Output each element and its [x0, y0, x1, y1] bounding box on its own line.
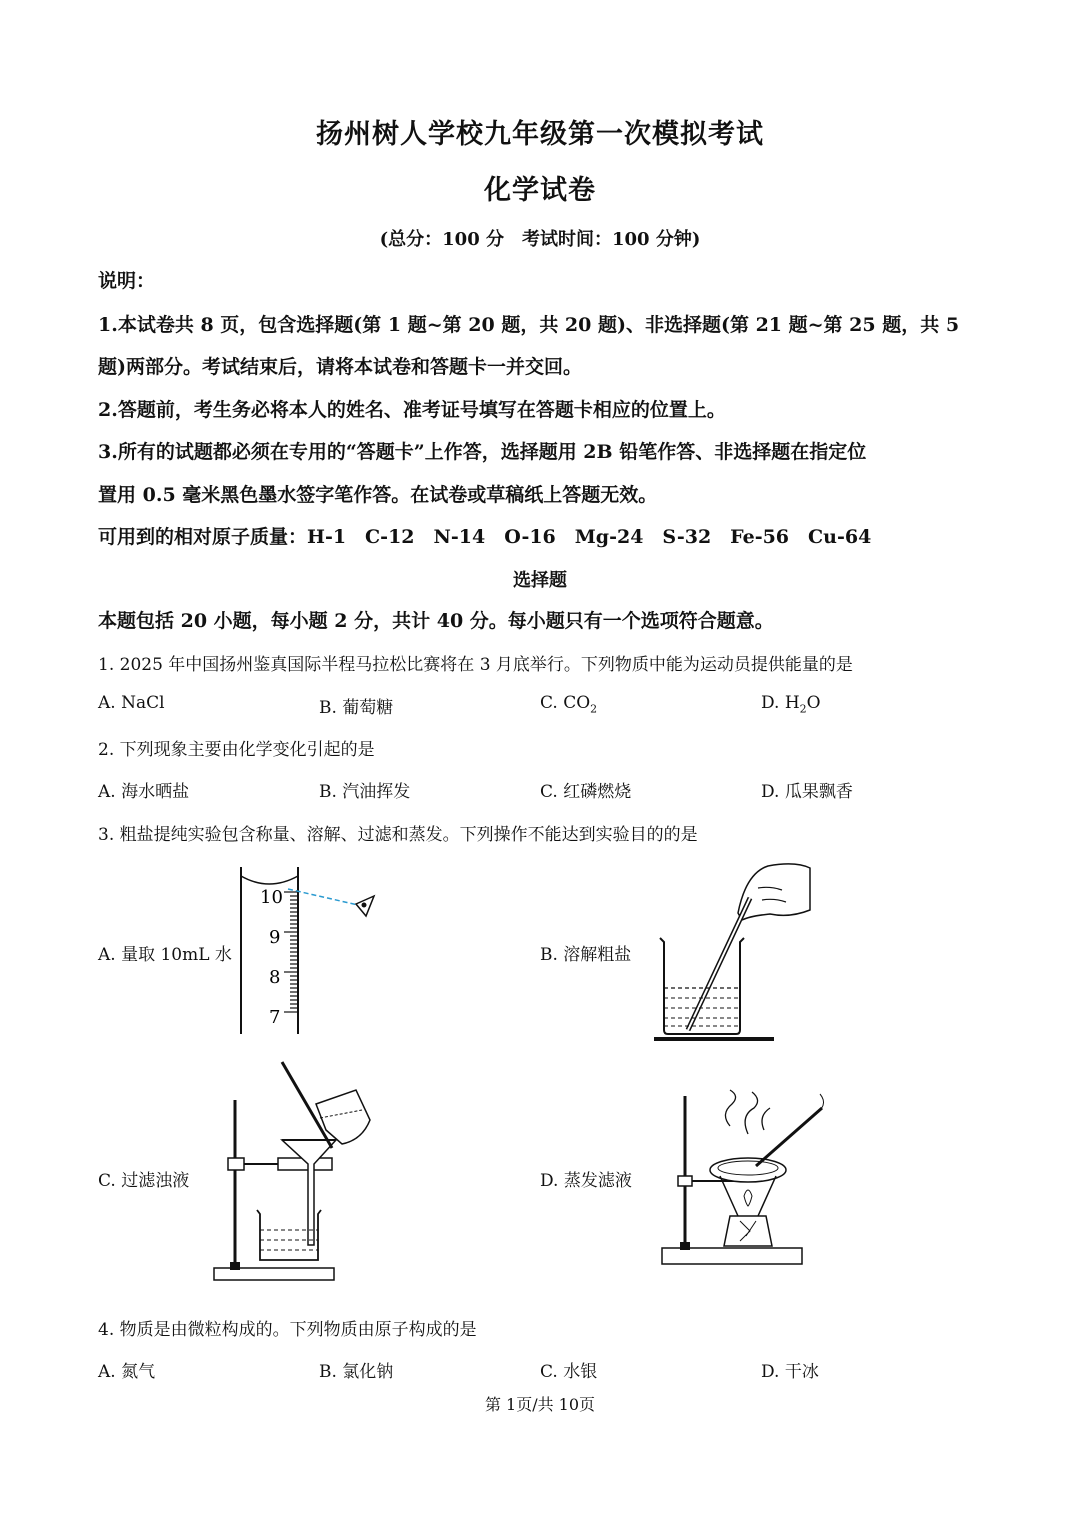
- q1-option-a: A. NaCl: [98, 693, 165, 713]
- q1-option-c-text: C. CO: [540, 693, 591, 713]
- q2-option-b: B. 汽油挥发: [319, 782, 411, 802]
- section-title: 选择题: [513, 570, 567, 591]
- evaporation-figure: [660, 1086, 835, 1276]
- section-description: 本题包括 20 小题，每小题 2 分，共计 40 分。每小题只有一个选项符合题意。: [98, 610, 774, 632]
- graduated-cylinder-figure: [236, 862, 386, 1037]
- tick-label-8: 8: [269, 967, 281, 988]
- filtration-figure: [212, 1060, 387, 1285]
- q1-option-c: [540, 693, 597, 715]
- q1-option-d-text: D. H: [761, 693, 800, 713]
- q2-option-a: A. 海水晒盐: [98, 782, 190, 802]
- exam-title: 扬州树人学校九年级第一次模拟考试: [316, 119, 764, 150]
- question-1-stem: 1. 2025 年中国扬州鉴真国际半程马拉松比赛将在 3 月底举行。下列物质中能为运动员提供能量的是: [98, 655, 853, 675]
- question-4-stem: 4. 物质是由微粒构成的。下列物质由原子构成的是: [98, 1320, 477, 1340]
- exam-subtitle: 化学试卷: [484, 175, 596, 206]
- page-number: 第 1页/共 10页: [484, 1395, 596, 1414]
- instructions-heading: 说明：: [98, 270, 156, 292]
- score-info: (总分：100 分 考试时间：100 分钟): [379, 229, 701, 250]
- question-3-stem: 3. 粗盐提纯实验包含称量、溶解、过滤和蒸发。下列操作不能达到实验目的的是: [98, 825, 698, 845]
- question-2-stem: 2. 下列现象主要由化学变化引起的是: [98, 740, 375, 760]
- q1-option-b: B. 葡萄糖: [319, 698, 394, 718]
- q3-option-c: C. 过滤浊液: [98, 1171, 190, 1191]
- q1-option-d-suffix: O: [806, 693, 821, 713]
- q2-option-d: D. 瓜果飘香: [761, 782, 853, 802]
- q4-option-a: A. 氮气: [98, 1362, 156, 1382]
- q4-option-d: D. 干冰: [761, 1362, 819, 1382]
- dissolving-figure: [650, 858, 815, 1043]
- q4-option-c: C. 水银: [540, 1362, 598, 1382]
- instruction-3-line-2: 置用 0.5 毫米黑色墨水签字笔作答。在试卷或草稿纸上答题无效。: [98, 484, 658, 506]
- q2-option-c: C. 红磷燃烧: [540, 782, 632, 802]
- q3-option-b: B. 溶解粗盐: [540, 945, 632, 965]
- tick-label-10: 10: [260, 887, 283, 908]
- tick-label-7: 7: [269, 1007, 281, 1028]
- q1-option-d-sub: 2: [799, 702, 807, 716]
- q3-option-d: D. 蒸发滤液: [540, 1171, 632, 1191]
- q1-option-c-sub: 2: [590, 702, 598, 716]
- instruction-1-line-2: 题)两部分。考试结束后，请将本试卷和答题卡一并交回。: [98, 356, 582, 378]
- q1-option-d: [761, 693, 821, 715]
- atomic-mass-list: 可用到的相对原子质量：H-1 C-12 N-14 O-16 Mg-24 S-32 Fe-56 Cu-64: [98, 526, 872, 548]
- instruction-3-line-1: 3.所有的试题都必须在专用的“答题卡”上作答，选择题用 2B 铅笔作答、非选择题在指定位: [98, 441, 867, 463]
- tick-label-9: 9: [269, 927, 281, 948]
- q3-option-a: A. 量取 10mL 水: [98, 945, 232, 965]
- q4-option-b: B. 氯化钠: [319, 1362, 394, 1382]
- instruction-2: 2.答题前，考生务必将本人的姓名、准考证号填写在答题卡相应的位置上。: [98, 399, 726, 421]
- instruction-1-line-1: 1.本试卷共 8 页，包含选择题(第 1 题~第 20 题，共 20 题)、非选择题(第 21 题~第 25 题，共 5: [98, 314, 960, 336]
